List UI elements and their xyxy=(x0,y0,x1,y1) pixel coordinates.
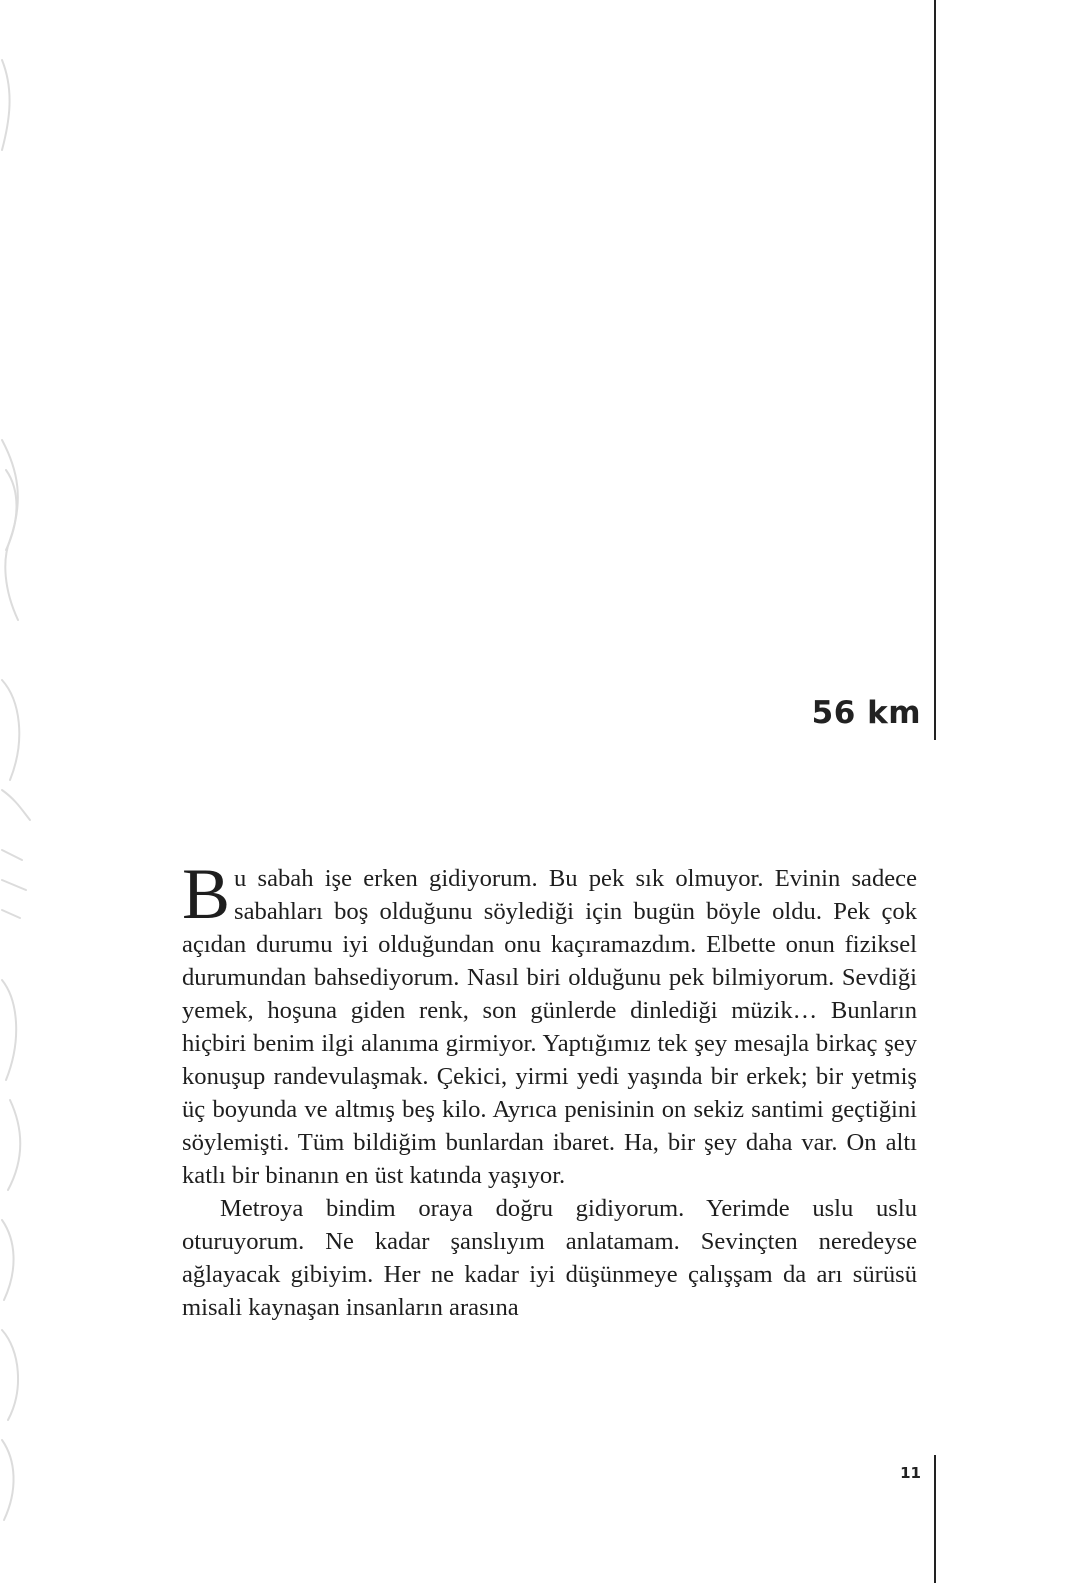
vertical-rule-top xyxy=(934,0,936,740)
vertical-rule-bottom xyxy=(934,1455,936,1583)
paragraph-1-text: u sabah işe erken gidiyorum. Bu pek sık olmuyor. Evinin sadece sabahları boş olduğunu söylediği için bugün böyle oldu. Pek çok açıdan durumu iyi olduğundan onu kaçıramazdım. Elbette onun fiziksel durumundan bahsediyorum. Nasıl biri olduğunu pek bilmiyorum. Sevdiği yemek, hoşuna giden renk, son günlerde dinlediği müzik… Bunların hiçbiri benim ilgi alanıma girmiyor. Yaptığımız tek şey mesajla birkaç şey konuşup randevulaşmak. Çekici, yirmi yedi yaşında bir erkek; bir yetmiş üç boyunda ve altmış beş kilo. Ayrıca penisinin on sekiz santimi geçtiğini söylemişti. Tüm bildiğim bunlardan ibaret. Ha, bir şey daha var. On altı katlı bir binanın en üst katında yaşıyor. xyxy=(182,865,917,1189)
drop-cap: B xyxy=(182,854,231,934)
page-number: 11 xyxy=(900,1464,921,1482)
margin-ornament xyxy=(0,0,70,1583)
body-text xyxy=(182,854,917,1324)
paragraph-2: Metroya bindim oraya doğru gidiyorum. Yerimde uslu uslu oturuyorum. Ne kadar şanslıyım anlatamam. Sevinçten neredeyse ağlayacak gibiyim. Her ne kadar iyi düşünmeye çalışşam da arı sürüsü misali kaynaşan insanların arasına xyxy=(182,1195,917,1321)
paragraph-1 xyxy=(182,854,917,1192)
chapter-title: 56 km xyxy=(811,695,921,731)
